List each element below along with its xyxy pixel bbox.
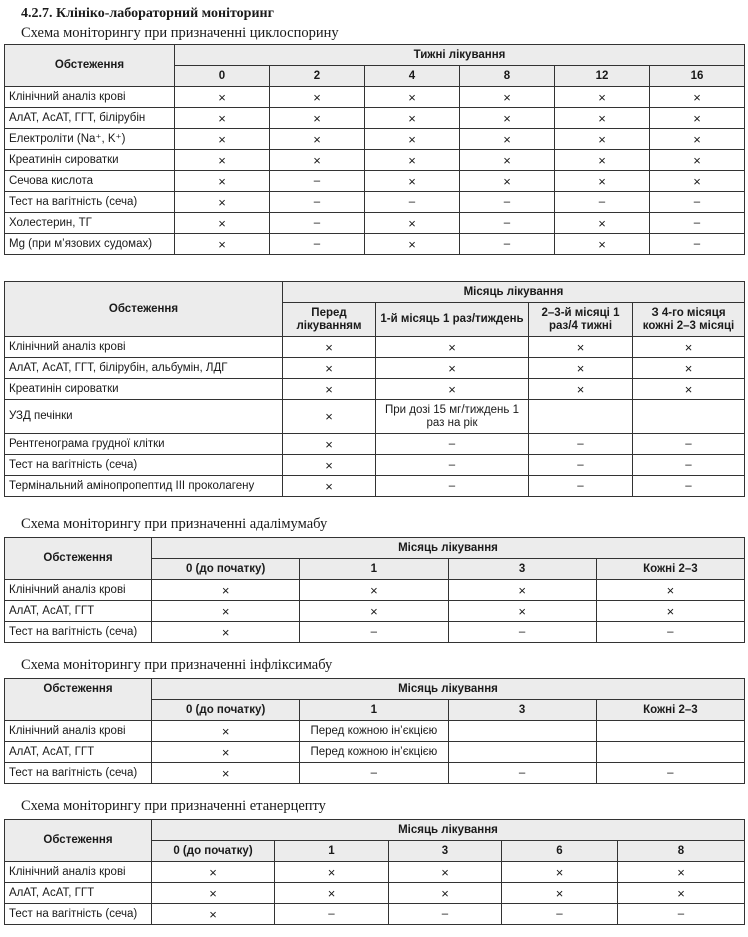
- table-row: [5, 883, 745, 904]
- table-cell: ×: [460, 150, 555, 171]
- table-cell: ×: [283, 379, 376, 400]
- table-cell: ×: [376, 337, 529, 358]
- table-cell: ×: [152, 601, 300, 622]
- table-cell: [596, 742, 744, 763]
- table-cell: ×: [283, 400, 376, 434]
- table-cell: –: [300, 763, 448, 784]
- table-cell: –: [529, 434, 633, 455]
- row-label: Клінічний аналіз крові: [5, 862, 152, 883]
- col-header: 3: [448, 559, 596, 580]
- table-cell: –: [275, 904, 389, 925]
- table-cell: –: [460, 192, 555, 213]
- table-cell: –: [596, 622, 744, 643]
- table-cell: –: [389, 904, 502, 925]
- caption-etanercept: Схема моніторингу при призначенні етанерцепту: [21, 798, 326, 814]
- table-cell: ×: [555, 129, 650, 150]
- table-row: [5, 476, 745, 497]
- table-cell: –: [650, 234, 745, 255]
- table-row: [5, 234, 745, 255]
- row-label: Клінічний аналіз крові: [5, 87, 175, 108]
- corner-header: Обстеження: [5, 538, 152, 580]
- table-row: [5, 721, 745, 742]
- col-header: 1-й місяць 1 раз/тиждень: [376, 303, 529, 337]
- table-cell: ×: [175, 171, 270, 192]
- table-cell: ×: [555, 87, 650, 108]
- table-cell: ×: [618, 883, 745, 904]
- table-row: [5, 904, 745, 925]
- table-cell: ×: [650, 171, 745, 192]
- table-cell: ×: [502, 883, 618, 904]
- table-cell: –: [633, 455, 745, 476]
- table-cell: ×: [152, 904, 275, 925]
- etanercept-table: [4, 819, 745, 925]
- table-cell: ×: [596, 580, 744, 601]
- table-cell: ×: [555, 234, 650, 255]
- table-cell: –: [633, 476, 745, 497]
- row-label: Тест на вагітність (сеча): [5, 455, 283, 476]
- row-label: Креатинін сироватки: [5, 150, 175, 171]
- row-label: Клінічний аналіз крові: [5, 580, 152, 601]
- row-label: Холестерин, ТГ: [5, 213, 175, 234]
- table-cell: ×: [175, 108, 270, 129]
- table-row: [5, 108, 745, 129]
- table-row: [5, 171, 745, 192]
- table-cell: ×: [650, 150, 745, 171]
- col-header: 16: [650, 66, 745, 87]
- row-label: АлАТ, АсАТ, ГГТ, білірубін, альбумін, ЛДГ: [5, 358, 283, 379]
- table-cell: ×: [365, 213, 460, 234]
- table-row: [5, 379, 745, 400]
- table-cell: ×: [365, 108, 460, 129]
- row-label: Тест на вагітність (сеча): [5, 192, 175, 213]
- table-cell: ×: [283, 455, 376, 476]
- corner-header: Обстеження: [5, 679, 152, 721]
- table-cell: –: [618, 904, 745, 925]
- table-cell: ×: [460, 171, 555, 192]
- table-cell: –: [633, 434, 745, 455]
- table-cell: ×: [502, 862, 618, 883]
- col-header: 1: [275, 841, 389, 862]
- row-label: Електроліти (Na⁺, K⁺): [5, 129, 175, 150]
- table-cell: ×: [175, 213, 270, 234]
- table-cell: ×: [376, 379, 529, 400]
- table-cell: ×: [152, 862, 275, 883]
- group-header: Місяць лікування: [152, 820, 745, 841]
- table-cell: –: [502, 904, 618, 925]
- table-cell: ×: [175, 234, 270, 255]
- table-body: [5, 721, 745, 784]
- infliximab-table: [4, 678, 745, 784]
- table-cell: –: [376, 434, 529, 455]
- table-cell: ×: [270, 108, 365, 129]
- table-cell: ×: [365, 87, 460, 108]
- table-cell: ×: [529, 337, 633, 358]
- col-header: Кожні 2–3: [596, 700, 744, 721]
- table-cell: ×: [555, 150, 650, 171]
- row-label: УЗД печінки: [5, 400, 283, 434]
- row-label: Сечова кислота: [5, 171, 175, 192]
- corner-header: Обстеження: [5, 45, 175, 87]
- col-header: 0 (до початку): [152, 841, 275, 862]
- table-row: [5, 192, 745, 213]
- table-cell: ×: [300, 601, 448, 622]
- table-cell: ×: [448, 580, 596, 601]
- table-cell: [448, 742, 596, 763]
- col-header: 6: [502, 841, 618, 862]
- table-cell: –: [448, 763, 596, 784]
- table-body: [5, 337, 745, 497]
- row-label: Тест на вагітність (сеча): [5, 904, 152, 925]
- table-cell: ×: [555, 213, 650, 234]
- corner-header: Обстеження: [5, 820, 152, 862]
- table-cell: [529, 400, 633, 434]
- table-cell: –: [365, 192, 460, 213]
- group-header: Місяць лікування: [283, 282, 745, 303]
- col-header: 12: [555, 66, 650, 87]
- table-cell: ×: [555, 171, 650, 192]
- table-row: [5, 434, 745, 455]
- table-cell: –: [376, 476, 529, 497]
- table-cell: ×: [460, 108, 555, 129]
- col-header: 4: [365, 66, 460, 87]
- caption-infliximab: Схема моніторингу при призначенні інфліксимабу: [21, 657, 333, 673]
- table-cell: ×: [448, 601, 596, 622]
- table-row: [5, 580, 745, 601]
- table-cell: ×: [376, 358, 529, 379]
- table-cell: –: [376, 455, 529, 476]
- table-row: [5, 150, 745, 171]
- table-cell: ×: [283, 337, 376, 358]
- table-cell: –: [448, 622, 596, 643]
- table-cell: ×: [389, 862, 502, 883]
- col-header: 2: [270, 66, 365, 87]
- table-cell: Перед кожною ін’єкцією: [300, 721, 448, 742]
- table-cell: ×: [152, 622, 300, 643]
- cyclosporine-table: [4, 44, 745, 255]
- table-cell: –: [555, 192, 650, 213]
- table-cell: ×: [596, 601, 744, 622]
- table-body: [5, 87, 745, 255]
- table-cell: ×: [618, 862, 745, 883]
- col-header: 0 (до початку): [152, 559, 300, 580]
- col-header: 3: [448, 700, 596, 721]
- col-header: 1: [300, 559, 448, 580]
- row-label: Клінічний аналіз крові: [5, 337, 283, 358]
- table-cell: ×: [275, 862, 389, 883]
- table-cell: ×: [283, 434, 376, 455]
- table-cell: –: [596, 763, 744, 784]
- table-cell: ×: [175, 129, 270, 150]
- table-cell: –: [270, 192, 365, 213]
- adalimumab-table: [4, 537, 745, 643]
- col-header: Перед лікуванням: [283, 303, 376, 337]
- table-row: [5, 87, 745, 108]
- row-label: Клінічний аналіз крові: [5, 721, 152, 742]
- table-cell: –: [460, 234, 555, 255]
- table-cell: ×: [555, 108, 650, 129]
- table-cell: ×: [633, 358, 745, 379]
- table-cell: –: [270, 234, 365, 255]
- table-cell: ×: [175, 150, 270, 171]
- table-cell: ×: [460, 129, 555, 150]
- caption-adalimumab: Схема моніторингу при призначенні адалімумабу: [21, 516, 328, 532]
- row-label: Тест на вагітність (сеча): [5, 622, 152, 643]
- table-cell: –: [529, 455, 633, 476]
- table-body: [5, 862, 745, 925]
- col-header: 0: [175, 66, 270, 87]
- col-header: 8: [618, 841, 745, 862]
- group-header: Місяць лікування: [152, 538, 745, 559]
- table-cell: ×: [300, 580, 448, 601]
- row-label: Тест на вагітність (сеча): [5, 763, 152, 784]
- table-cell: ×: [152, 580, 300, 601]
- table-cell: ×: [633, 379, 745, 400]
- table-cell: ×: [650, 108, 745, 129]
- table-row: [5, 400, 745, 434]
- table-cell: ×: [270, 87, 365, 108]
- table-row: [5, 601, 745, 622]
- table-cell: ×: [633, 337, 745, 358]
- row-label: АлАТ, АсАТ, ГГТ: [5, 601, 152, 622]
- col-header: 0 (до початку): [152, 700, 300, 721]
- table-cell: ×: [460, 87, 555, 108]
- table-cell: ×: [650, 129, 745, 150]
- table-cell: –: [270, 213, 365, 234]
- table-cell: –: [300, 622, 448, 643]
- table-cell: ×: [365, 234, 460, 255]
- table-cell: ×: [365, 129, 460, 150]
- table-cell: ×: [529, 379, 633, 400]
- group-header: Місяць лікування: [152, 679, 745, 700]
- table-cell: ×: [650, 87, 745, 108]
- table-cell: –: [270, 171, 365, 192]
- table-cell: –: [650, 192, 745, 213]
- table-row: [5, 763, 745, 784]
- methotrexate-table: [4, 281, 745, 497]
- table-cell: [596, 721, 744, 742]
- row-label: Рентгенограма грудної клітки: [5, 434, 283, 455]
- table-cell: –: [460, 213, 555, 234]
- section-title: 4.2.7. Клініко-лабораторний моніторинг: [21, 6, 274, 21]
- table-cell: ×: [270, 150, 365, 171]
- col-header: 2–3-й місяці 1 раз/4 тижні: [529, 303, 633, 337]
- table-cell: [448, 721, 596, 742]
- table-row: [5, 358, 745, 379]
- table-cell: ×: [270, 129, 365, 150]
- table-cell: ×: [365, 150, 460, 171]
- group-header: Тижні лікування: [175, 45, 745, 66]
- table-cell: Перед кожною ін’єкцією: [300, 742, 448, 763]
- table-row: [5, 213, 745, 234]
- row-label: Термінальний амінопропептид III проколагену: [5, 476, 283, 497]
- table-row: [5, 455, 745, 476]
- caption-cyclosporine: Схема моніторингу при призначенні циклоспорину: [21, 25, 339, 41]
- table-cell: ×: [152, 721, 300, 742]
- col-header: 3: [389, 841, 502, 862]
- table-cell: ×: [175, 87, 270, 108]
- table-cell: ×: [275, 883, 389, 904]
- row-label: АлАТ, АсАТ, ГГТ, білірубін: [5, 108, 175, 129]
- col-header: 8: [460, 66, 555, 87]
- table-row: [5, 622, 745, 643]
- table-row: [5, 337, 745, 358]
- col-header: 1: [300, 700, 448, 721]
- table-cell: При дозі 15 мг/тиждень 1 раз на рік: [376, 400, 529, 434]
- table-cell: ×: [389, 883, 502, 904]
- table-cell: –: [650, 213, 745, 234]
- row-label: Mg (при м’язових судомах): [5, 234, 175, 255]
- table-cell: –: [529, 476, 633, 497]
- col-header: Кожні 2–3: [596, 559, 744, 580]
- table-cell: ×: [175, 192, 270, 213]
- table-cell: ×: [283, 358, 376, 379]
- table-row: [5, 742, 745, 763]
- table-cell: ×: [152, 763, 300, 784]
- table-body: [5, 580, 745, 643]
- table-row: [5, 129, 745, 150]
- table-row: [5, 862, 745, 883]
- row-label: АлАТ, АсАТ, ГГТ: [5, 742, 152, 763]
- corner-header: Обстеження: [5, 282, 283, 337]
- table-cell: ×: [365, 171, 460, 192]
- table-cell: ×: [152, 883, 275, 904]
- col-header: З 4-го місяця кожні 2–3 місяці: [633, 303, 745, 337]
- table-cell: ×: [529, 358, 633, 379]
- row-label: Креатинін сироватки: [5, 379, 283, 400]
- table-cell: [633, 400, 745, 434]
- table-cell: ×: [283, 476, 376, 497]
- row-label: АлАТ, АсАТ, ГГТ: [5, 883, 152, 904]
- table-cell: ×: [152, 742, 300, 763]
